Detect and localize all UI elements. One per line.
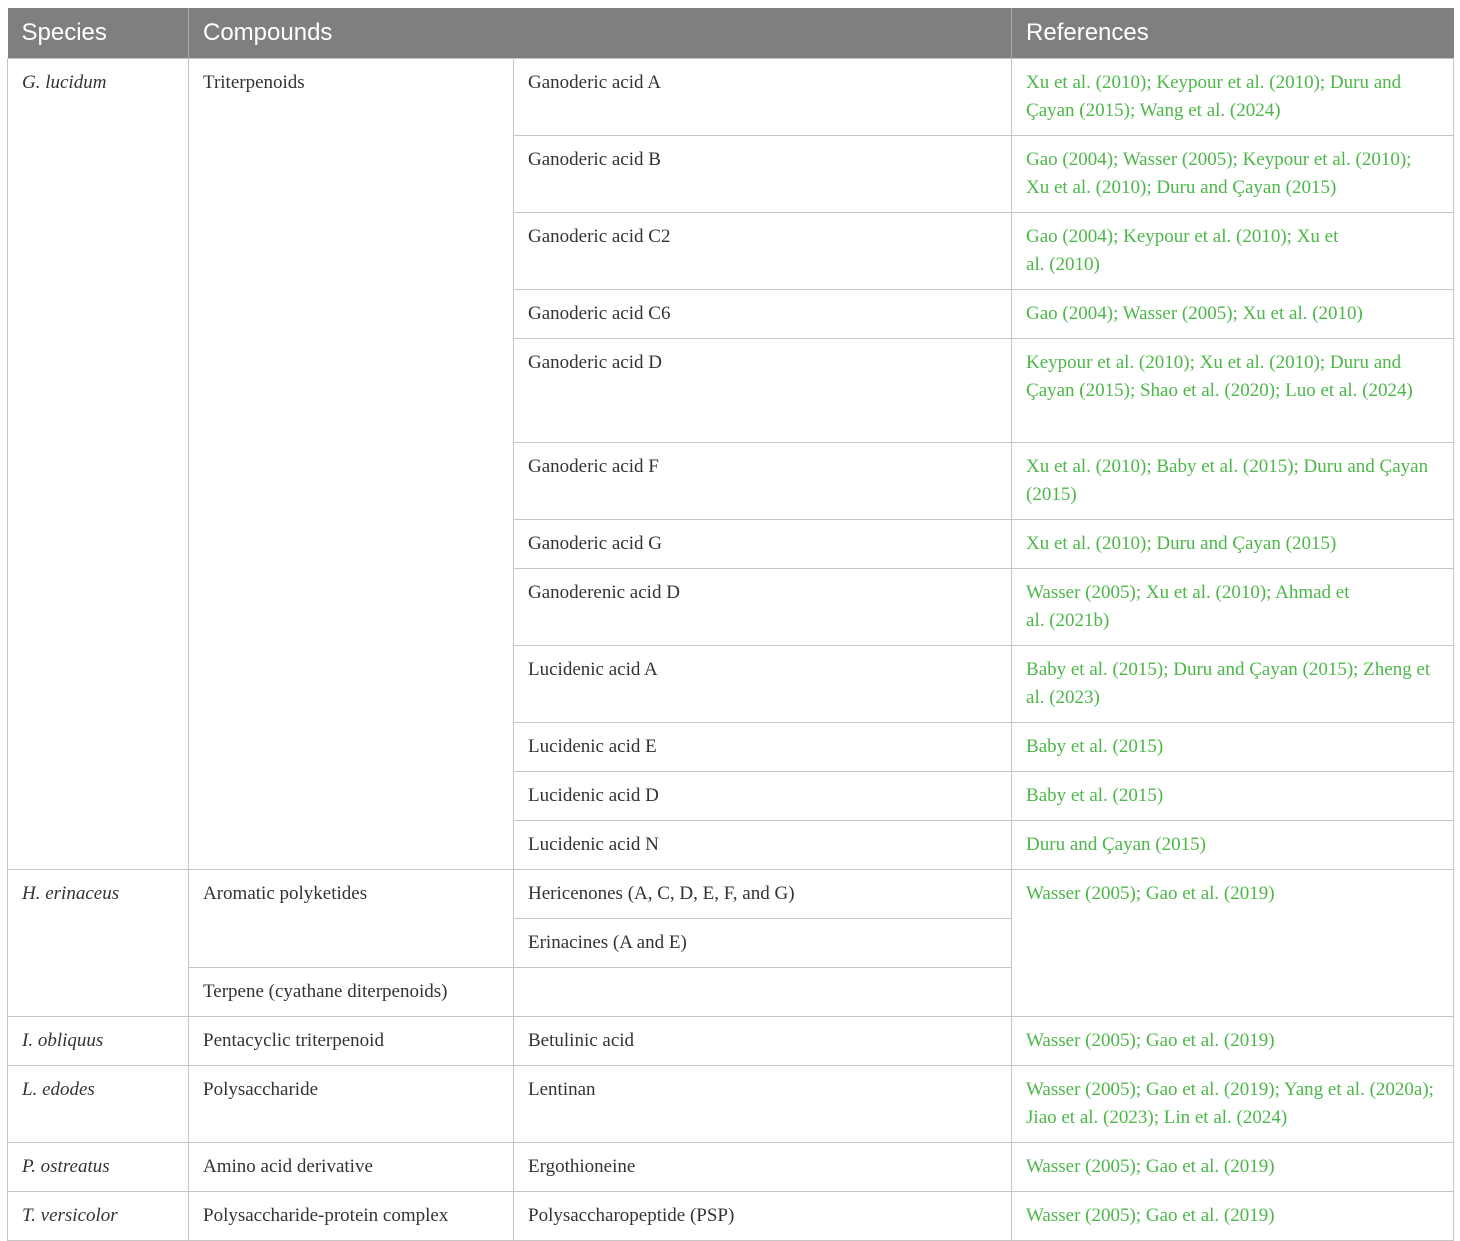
reference-links[interactable]: Wasser (2005); Gao et al. (2019)	[1012, 1192, 1454, 1241]
compound-class-cell: Polysaccharide-protein complex	[189, 1192, 514, 1241]
header-references: References	[1012, 8, 1454, 59]
compound-cell: Ganoderic acid D	[514, 339, 1012, 443]
reference-links[interactable]: Baby et al. (2015)	[1012, 723, 1454, 772]
compound-class-cell: Terpene (cyathane diterpenoids)	[189, 968, 514, 1017]
compound-cell: Ergothioneine	[514, 1143, 1012, 1192]
reference-links[interactable]: Wasser (2005); Xu et al. (2010); Ahmad et al. (2021b)	[1012, 569, 1454, 646]
compound-cell: Ganoderic acid A	[514, 59, 1012, 136]
compound-cell: Betulinic acid	[514, 1017, 1012, 1066]
compound-class-cell: Amino acid derivative	[189, 1143, 514, 1192]
species-cell: G. lucidum	[8, 59, 189, 870]
reference-links[interactable]: Gao (2004); Wasser (2005); Xu et al. (2010)	[1012, 290, 1454, 339]
header-row	[8, 8, 1454, 59]
reference-links[interactable]: Xu et al. (2010); Keypour et al. (2010); Duru and Çayan (2015); Wang et al. (2024)	[1012, 59, 1454, 136]
compound-cell: Ganoderic acid G	[514, 520, 1012, 569]
compound-cell	[514, 968, 1012, 1017]
reference-links[interactable]: Wasser (2005); Gao et al. (2019)	[1012, 1143, 1454, 1192]
compound-class-cell: Pentacyclic triterpenoid	[189, 1017, 514, 1066]
compound-class-cell: Aromatic polyketides	[189, 870, 514, 968]
compound-class-cell: Triterpenoids	[189, 59, 514, 870]
reference-links[interactable]: Gao (2004); Keypour et al. (2010); Xu et al. (2010)	[1012, 213, 1454, 290]
compound-cell: Erinacines (A and E)	[514, 919, 1012, 968]
compounds-table	[7, 8, 1454, 1241]
header-species: Species	[8, 8, 189, 59]
compound-cell: Ganoderic acid C2	[514, 213, 1012, 290]
compound-cell: Lucidenic acid A	[514, 646, 1012, 723]
table-row	[8, 1143, 1454, 1192]
species-cell: H. erinaceus	[8, 870, 189, 1017]
reference-links[interactable]: Wasser (2005); Gao et al. (2019); Yang et al. (2020a); Jiao et al. (2023); Lin et al. (2024)	[1012, 1066, 1454, 1143]
reference-links[interactable]: Wasser (2005); Gao et al. (2019)	[1012, 1017, 1454, 1066]
compound-cell: Ganoderic acid B	[514, 136, 1012, 213]
compound-cell: Lucidenic acid D	[514, 772, 1012, 821]
reference-links[interactable]: Xu et al. (2010); Duru and Çayan (2015)	[1012, 520, 1454, 569]
reference-links[interactable]: Keypour et al. (2010); Xu et al. (2010); Duru and Çayan (2015); Shao et al. (2020); Luo et al. (2024)	[1012, 339, 1454, 443]
species-cell: I. obliquus	[8, 1017, 189, 1066]
compound-cell: Ganoderic acid F	[514, 443, 1012, 520]
reference-links[interactable]: Baby et al. (2015); Duru and Çayan (2015); Zheng et al. (2023)	[1012, 646, 1454, 723]
species-cell: L. edodes	[8, 1066, 189, 1143]
table-row	[8, 59, 1454, 136]
reference-links[interactable]: Baby et al. (2015)	[1012, 772, 1454, 821]
species-cell: P. ostreatus	[8, 1143, 189, 1192]
compound-cell: Ganoderic acid C6	[514, 290, 1012, 339]
compound-class-cell: Polysaccharide	[189, 1066, 514, 1143]
compound-cell: Lucidenic acid E	[514, 723, 1012, 772]
table-row	[8, 1066, 1454, 1143]
compound-cell: Polysaccharopeptide (PSP)	[514, 1192, 1012, 1241]
reference-links[interactable]: Xu et al. (2010); Baby et al. (2015); Duru and Çayan (2015)	[1012, 443, 1454, 520]
table-row	[8, 1017, 1454, 1066]
compound-cell: Ganoderenic acid D	[514, 569, 1012, 646]
compound-cell: Lucidenic acid N	[514, 821, 1012, 870]
reference-links[interactable]: Duru and Çayan (2015)	[1012, 821, 1454, 870]
reference-links[interactable]: Gao (2004); Wasser (2005); Keypour et al. (2010); Xu et al. (2010); Duru and Çayan (2015)	[1012, 136, 1454, 213]
table-row	[8, 870, 1454, 919]
table-row	[8, 1192, 1454, 1241]
compound-cell: Lentinan	[514, 1066, 1012, 1143]
reference-links[interactable]: Wasser (2005); Gao et al. (2019)	[1012, 870, 1454, 1017]
compound-cell: Hericenones (A, C, D, E, F, and G)	[514, 870, 1012, 919]
species-cell: T. versicolor	[8, 1192, 189, 1241]
header-compounds: Compounds	[189, 8, 1012, 59]
